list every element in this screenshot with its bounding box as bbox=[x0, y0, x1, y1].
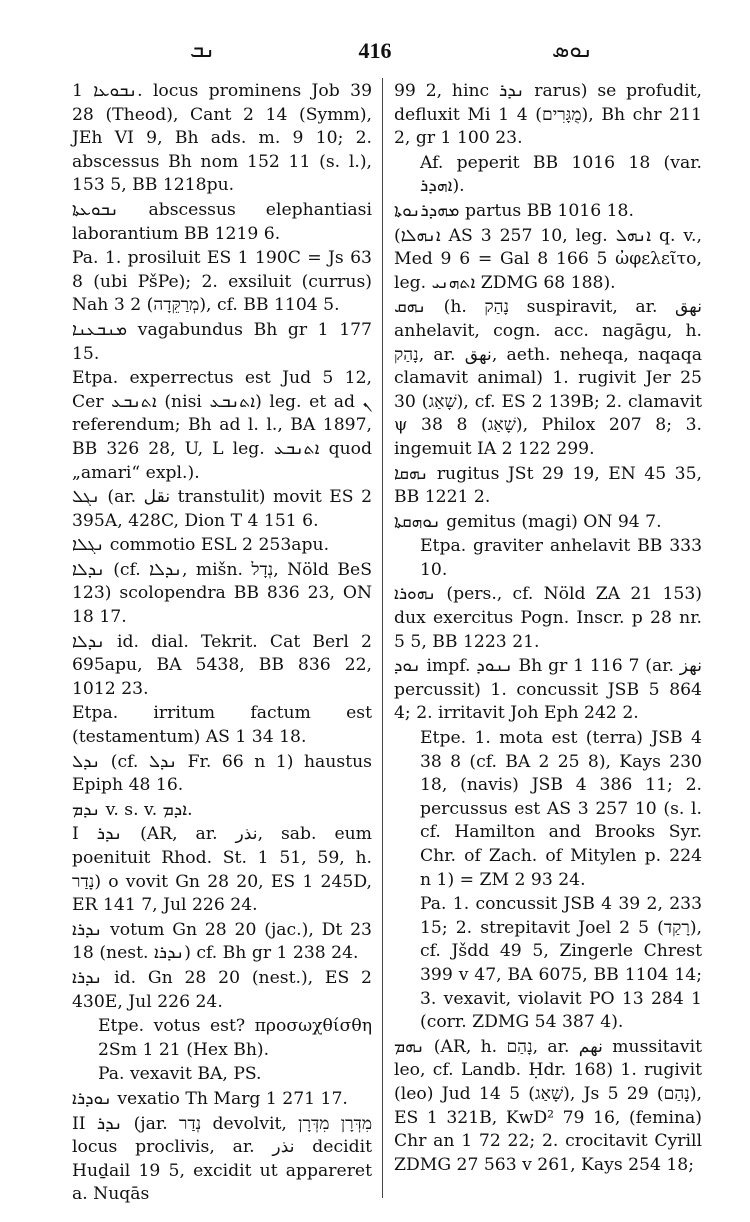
left-column bbox=[72, 80, 372, 1208]
column-divider bbox=[382, 78, 383, 1198]
dictionary-entry: Etpa. graviter anhelavit BB 333 10. bbox=[420, 536, 702, 580]
dictionary-entry: ܢܕܪܐ id. Gn 28 20 (nest.), ES 2 430E, Jul 226 24. bbox=[72, 967, 372, 1012]
dictionary-entry: (ܐܢܗܠܐ AS 3 257 10, leg. ܐܢܗܠ q. v., Med 9 6 = Gal 8 166 5 ὠφελεῖτο, leg. ܐܬܗܢܝ ZDMG 68 188). bbox=[394, 225, 702, 293]
dictionary-entry: Etpe. votus est? προσωχθίσθη 2Sm 1 21 (Hex Bh). bbox=[98, 1016, 372, 1060]
dictionary-entry: ܡܢܒܥܢܐ vagabundus Bh gr 1 177 15. bbox=[72, 319, 372, 364]
dictionary-entry: I ܢܕܪ (AR, ar. نذر, sab. eum poenituit Rhod. St. 1 51, 59, h. נָדַר) o vovit Gn 28 20, ES 1 245D, ER 141 7, Jul 226 24. bbox=[72, 824, 372, 916]
dictionary-entry: ܢܓܠܐ commotio ESL 2 253apu. bbox=[72, 535, 330, 556]
page-number: 416 bbox=[358, 38, 392, 63]
dictionary-entry: ܢܗܡ (AR, h. נָהַם, ar. نهم mussitavit leo, cf. Landb. Ḥdr. 168) 1. rugivit (leo) Jud 14 5 (שָׁאַג), Js 5 29 (נָהַם), ES 1 321B, KwD² 79 16, (femina) Chr an 1 72 22; 2. crocitavit Cyrill ZDMG 27 563 v 261, Kays 254 18; bbox=[394, 1036, 702, 1175]
right-column bbox=[394, 80, 702, 1178]
dictionary-entry: Af. peperit BB 1016 18 (var. ܐܗܕܪ). bbox=[420, 152, 702, 197]
dictionary-entry: ܢܕܠܐ (cf. ܢܕܠܐ, mišn. נְדָל, Nöld BeS 123) scolopendra BB 836 23, ON 18 17. bbox=[72, 559, 372, 628]
dictionary-entry: ܢܘܗܩܬܐ gemitus (magi) ON 94 7. bbox=[394, 511, 662, 532]
dictionary-entry: Pa. vexavit BA, PS. bbox=[98, 1064, 262, 1085]
dictionary-entry: ܢܒܘܥܬܐ abscessus elephantiasi laborantium BB 1219 6. bbox=[72, 199, 372, 244]
dictionary-entry: Etpe. 1. mota est (terra) JSB 4 38 8 (cf. BA 2 25 8), Kays 230 18, (navis) JSB 4 386 11; 2. percussus est AS 3 257 10 (s. l. cf. Hamilton and Brooks Syr. Chr. of Zach. of Mitylen p. 224 n 1) = ZM 2 93 24. bbox=[420, 728, 702, 890]
dictionary-entry: II ܢܕܪ (jar. נְדַר devolvit, מִדְּרָן מִדְּרָן locus proclivis, ar. نذر decidit Huḏail 19 5, excidit ut appareret a. Nuqās bbox=[72, 1113, 373, 1205]
dictionary-entry: Etpa. irritum factum est (testamentum) AS 1 34 18. bbox=[72, 703, 372, 748]
dictionary-entry: ܢܓܠ (ar. نقل transtulit) movit ES 2 395A, 428C, Dion T 4 151 6. bbox=[72, 487, 373, 531]
dictionary-entry: Etpa. experrectus est Jud 5 12, Cer ܐܬܢܒܥ (nisi ܐܬܢܒܥ) leg. et ad ܢ referendum; Bh ad l. l., BA 1897, BB 326 28, U, L leg. ܐܬܢܒܥ quod „amari“ expl.). bbox=[72, 368, 372, 483]
dictionary-entry: Pa. 1. prosiluit ES 1 190C = Js 63 8 (ubi PšPe); 2. exsiluit (currus) Nah 3 2 (מְרַקֵּדָה), cf. BB 1104 5. bbox=[72, 248, 372, 316]
dictionary-entry: ܢܗܩ (h. נָהַק suspiravit, ar. نهق anhelavit, cogn. acc. nagāgu, h. נָהַק, ar. نهق, aeth. neheqa, naqaqa clamavit animal) 1. rugivit Jer 25 30 (שָׁאַג), cf. ES 2 139B; 2. clamavit ψ 38 8 (שָׁאַג), Philox 207 8; 3. ingemuit IA 2 122 299. bbox=[394, 297, 702, 459]
dictionary-entry: ܢܘܕܪܐ vexatio Th Marg 1 271 17. bbox=[72, 1088, 348, 1109]
dictionary-entry: ܢܗܘܪܐ (pers., cf. Nöld ZA 21 153) dux exercitus Pogn. Inscr. p 28 nr. 5 5, BB 1223 21. bbox=[394, 584, 702, 652]
dictionary-entry: ܢܘܕ impf. ܢܢܘܕ Bh gr 1 116 7 (ar. نهز percussit) 1. concussit JSB 5 864 4; 2. irritavit Joh Eph 242 2. bbox=[394, 656, 702, 724]
header-right-catchword: ܢܘܣ bbox=[552, 38, 593, 63]
dictionary-entry: ܡܗܕܪܢܘܬܐ partus BB 1016 18. bbox=[394, 200, 634, 221]
dictionary-entry: Pa. 1. concussit JSB 4 39 2, 233 15; 2. strepitavit Joel 2 5 (רָקַד), cf. Jšdd 49 5, Zingerle Chrest 399 v 47, BA 6075, BB 1104 14; 3. vexavit, violavit PO 13 284 1 (corr. ZDMG 54 387 4). bbox=[420, 894, 702, 1033]
dictionary-entry: ܢܗܩܐ rugitus JSt 29 19, EN 45 35, BB 1221 2. bbox=[394, 463, 702, 508]
dictionary-entry: ܢܕܪܐ votum Gn 28 20 (jac.), Dt 23 18 (nest. ܢܕܪܐ) cf. Bh gr 1 238 24. bbox=[72, 919, 372, 964]
dictionary-entry: ܢܕܠ (cf. ܢܕܠ Fr. 66 n 1) haustus Epiph 48 16. bbox=[72, 751, 372, 796]
dictionary-entry: 99 2, hinc ܢܕܪ rarus) se profudit, defluxit Mi 1 4 (מֻגָּרִים), Bh chr 211 2, gr 1 100 23. bbox=[394, 81, 702, 149]
dictionary-entry: ܢܒܘܥܐ 1. locus prominens Job 39 28 (Theod), Cant 2 14 (Symm), JEh VI 9, Bh ads. m. 9 10; 2. abscessus Bh nom 152 11 (s. l.), 153 5, BB 1218pu. bbox=[72, 81, 373, 196]
dictionary-entry: ܢܕܡ v. s. v. ܐܕܡ. bbox=[72, 799, 193, 820]
header-left-catchword: ܢܒ bbox=[190, 38, 216, 63]
dictionary-entry: ܢܕܠܐ id. dial. Tekrit. Cat Berl 2 695apu, BA 5438, BB 836 22, 1012 23. bbox=[72, 631, 372, 699]
page-header bbox=[0, 38, 750, 68]
